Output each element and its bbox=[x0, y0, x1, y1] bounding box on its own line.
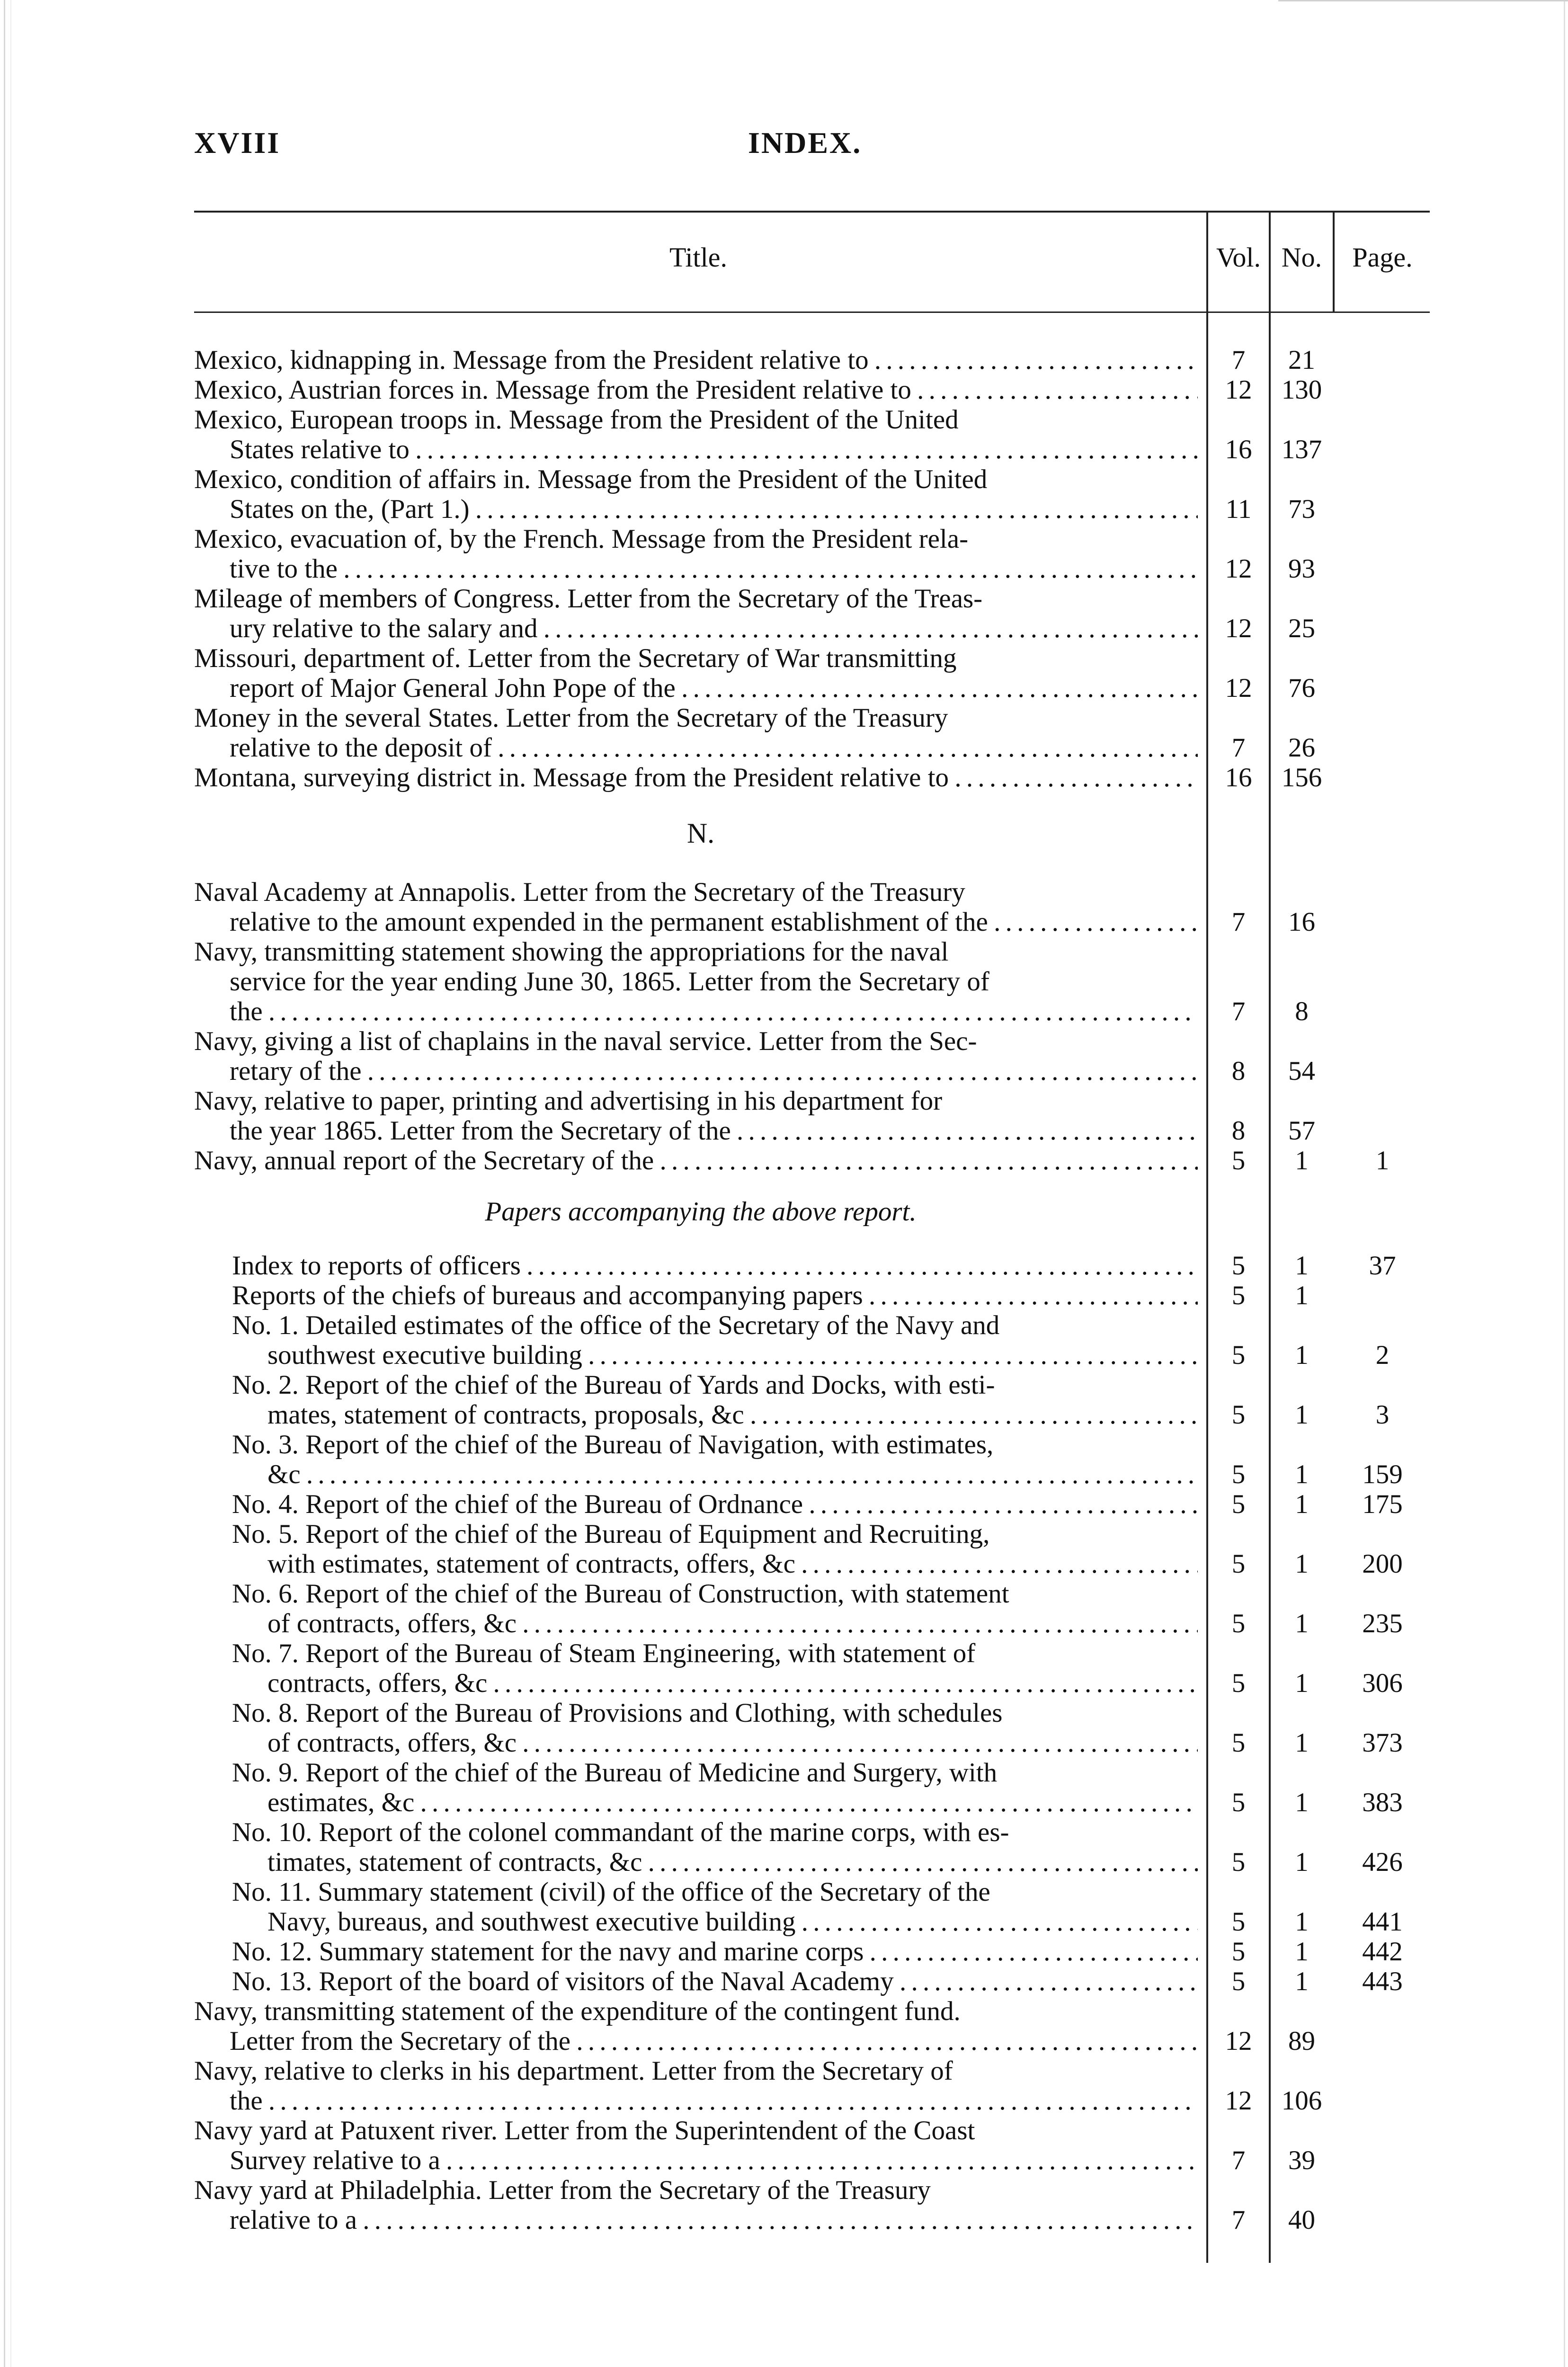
entry-no: 40 bbox=[1288, 2205, 1315, 2235]
entry-line: No. 13. Report of the board of visitors of the Naval Academy . . . bbox=[232, 1967, 1198, 1996]
entry-no: 1 bbox=[1295, 1281, 1309, 1310]
paper-entry bbox=[194, 1638, 1430, 1698]
entry-no: 156 bbox=[1281, 763, 1322, 792]
entry-title bbox=[194, 524, 1198, 584]
entry-line: the . . . bbox=[194, 997, 1198, 1026]
entry-page: 235 bbox=[1362, 1609, 1403, 1638]
entry-line: southwest executive building . . . bbox=[232, 1340, 1198, 1370]
entry-no: 25 bbox=[1288, 614, 1315, 643]
spacer bbox=[194, 338, 1430, 345]
entry-title bbox=[194, 1937, 1198, 1967]
entry-line: ury relative to the salary and . . . bbox=[194, 614, 1198, 643]
entry-line: No. 8. Report of the Bureau of Provisions and Clothing, with schedules bbox=[232, 1698, 1003, 1728]
entry-line: States on the, (Part 1.) . . . bbox=[194, 494, 1198, 524]
entry-line: No. 3. Report of the chief of the Bureau of Navigation, with estimates, bbox=[232, 1430, 994, 1459]
entry-line: Mexico, evacuation of, by the French. Message from the President rela- bbox=[194, 524, 969, 554]
entry-no: 1 bbox=[1295, 1668, 1309, 1698]
entry-vol: 7 bbox=[1231, 733, 1246, 763]
index-entry bbox=[194, 937, 1430, 1026]
entry-title bbox=[194, 1817, 1198, 1877]
entry-line: Navy yard at Philadelphia. Letter from the Secretary of the Treasury bbox=[194, 2175, 931, 2205]
index-entry bbox=[194, 643, 1430, 703]
entry-vol: 7 bbox=[1231, 2205, 1246, 2235]
index-entry bbox=[194, 1086, 1430, 1146]
page-edge-shadow bbox=[1564, 0, 1565, 2367]
entry-title bbox=[194, 2056, 1198, 2116]
entry-page: 306 bbox=[1362, 1668, 1403, 1698]
index-section-m bbox=[194, 345, 1430, 792]
index-entry bbox=[194, 2116, 1430, 2175]
paper-entry bbox=[194, 1281, 1430, 1310]
entry-line: &c . . . bbox=[232, 1459, 1198, 1489]
entry-no: 93 bbox=[1288, 554, 1315, 584]
column-rule-page bbox=[1333, 211, 1335, 312]
column-header-title: Title. bbox=[669, 242, 727, 273]
paper-entry bbox=[194, 1430, 1430, 1489]
index-entry bbox=[194, 464, 1430, 524]
entry-vol: 5 bbox=[1231, 1728, 1246, 1758]
entry-line: No. 11. Summary statement (civil) of the office of the Secretary of the bbox=[232, 1877, 990, 1907]
entry-no: 137 bbox=[1281, 435, 1322, 464]
entry-line: Money in the several States. Letter from the Secretary of the Treasury bbox=[194, 703, 948, 733]
entry-title bbox=[194, 1638, 1198, 1698]
entry-line: report of Major General John Pope of the . . . bbox=[194, 673, 1198, 703]
entry-line: relative to a . . . bbox=[194, 2205, 1198, 2235]
entry-title bbox=[194, 1996, 1198, 2056]
entry-vol: 5 bbox=[1231, 1907, 1246, 1937]
entry-title bbox=[194, 1370, 1198, 1430]
entry-line: Navy, giving a list of chaplains in the naval service. Letter from the Sec- bbox=[194, 1026, 977, 1056]
entry-title bbox=[194, 1758, 1198, 1817]
entry-vol: 5 bbox=[1231, 1400, 1246, 1430]
entry-vol: 16 bbox=[1225, 435, 1252, 464]
paper-entry bbox=[194, 1937, 1430, 1967]
entry-title bbox=[194, 405, 1198, 464]
index-entry bbox=[194, 524, 1430, 584]
entry-title bbox=[194, 703, 1198, 763]
entry-title bbox=[194, 1519, 1198, 1579]
entry-vol: 5 bbox=[1231, 1788, 1246, 1817]
entry-title bbox=[194, 877, 1198, 937]
entry-vol: 12 bbox=[1225, 2026, 1252, 2056]
paper-entry bbox=[194, 1758, 1430, 1817]
entry-title bbox=[194, 1281, 1198, 1310]
index-section-n bbox=[194, 877, 1430, 1175]
index-entry bbox=[194, 877, 1430, 937]
paper-entry bbox=[194, 1519, 1430, 1579]
entry-vol: 5 bbox=[1231, 1281, 1246, 1310]
entry-vol: 5 bbox=[1231, 1967, 1246, 1996]
entry-no: 1 bbox=[1295, 1459, 1309, 1489]
entry-line: retary of the . . . bbox=[194, 1056, 1198, 1086]
entry-no: 16 bbox=[1288, 907, 1315, 937]
entry-vol: 8 bbox=[1231, 1056, 1246, 1086]
entry-page: 200 bbox=[1362, 1549, 1403, 1579]
entry-page: 159 bbox=[1362, 1459, 1403, 1489]
entry-line: Mexico, kidnapping in. Message from the President relative to . . . bbox=[194, 345, 1198, 375]
entry-title bbox=[194, 1430, 1198, 1489]
entry-vol: 5 bbox=[1231, 1937, 1246, 1967]
entry-title bbox=[194, 1310, 1198, 1370]
entry-line: Navy, relative to clerks in his department. Letter from the Secretary of bbox=[194, 2056, 953, 2086]
entry-no: 76 bbox=[1288, 673, 1315, 703]
index-entry bbox=[194, 584, 1430, 643]
entry-line: Reports of the chiefs of bureaus and accompanying papers . . . bbox=[232, 1281, 1198, 1310]
entry-title bbox=[194, 937, 1198, 1026]
entry-no: 57 bbox=[1288, 1116, 1315, 1146]
entry-vol: 8 bbox=[1231, 1116, 1246, 1146]
entry-title bbox=[194, 1086, 1198, 1146]
index-entry bbox=[194, 2175, 1430, 2235]
entry-title bbox=[194, 643, 1198, 703]
entry-page: 2 bbox=[1375, 1340, 1390, 1370]
entry-no: 130 bbox=[1281, 375, 1322, 405]
entry-line: contracts, offers, &c . . . bbox=[232, 1668, 1198, 1698]
entry-line: No. 6. Report of the chief of the Bureau of Construction, with statement bbox=[232, 1579, 1009, 1609]
index-entry bbox=[194, 345, 1430, 375]
page-number: XVIII bbox=[194, 126, 281, 160]
entry-vol: 5 bbox=[1231, 1609, 1246, 1638]
entry-line: Montana, surveying district in. Message from the President relative to . . . bbox=[194, 763, 1198, 792]
entry-line: Letter from the Secretary of the . . . bbox=[194, 2026, 1198, 2056]
entry-line: Mexico, European troops in. Message from the President of the United bbox=[194, 405, 959, 435]
entry-line: No. 7. Report of the Bureau of Steam Engineering, with statement of bbox=[232, 1638, 976, 1668]
entry-title bbox=[194, 2175, 1198, 2235]
index-section-n-continued bbox=[194, 1996, 1430, 2235]
entry-vol: 5 bbox=[1231, 1668, 1246, 1698]
entry-vol: 12 bbox=[1225, 614, 1252, 643]
entry-title bbox=[194, 763, 1198, 792]
index-entry bbox=[194, 1996, 1430, 2056]
paper-entry bbox=[194, 1877, 1430, 1937]
index-entry bbox=[194, 375, 1430, 405]
entry-line: mates, statement of contracts, proposals, &c . . . bbox=[232, 1400, 1198, 1430]
entry-vol: 16 bbox=[1225, 763, 1252, 792]
entry-title bbox=[194, 1146, 1198, 1175]
entry-vol: 5 bbox=[1231, 1340, 1246, 1370]
entry-title bbox=[194, 1026, 1198, 1086]
entry-line: relative to the amount expended in the permanent establishment of the . . . bbox=[194, 907, 1198, 937]
column-header-no: No. bbox=[1281, 242, 1322, 273]
column-header-page: Page. bbox=[1352, 242, 1413, 273]
entry-line: timates, statement of contracts, &c . . . bbox=[232, 1847, 1198, 1877]
entry-line: Navy, transmitting statement showing the appropriations for the naval bbox=[194, 937, 949, 967]
paper-entry bbox=[194, 1310, 1430, 1370]
entry-no: 1 bbox=[1295, 1847, 1309, 1877]
entry-line: Navy, transmitting statement of the expenditure of the contingent fund. bbox=[194, 1996, 961, 2026]
entry-vol: 12 bbox=[1225, 554, 1252, 584]
entry-line: No. 12. Summary statement for the navy and marine corps . . . bbox=[232, 1937, 1198, 1967]
entry-line: No. 4. Report of the chief of the Bureau of Ordnance . . . bbox=[232, 1489, 1198, 1519]
index-entry bbox=[194, 763, 1430, 792]
entry-title bbox=[194, 464, 1198, 524]
entry-no: 1 bbox=[1295, 1967, 1309, 1996]
paper-entry bbox=[194, 1370, 1430, 1430]
entry-vol: 11 bbox=[1225, 494, 1252, 524]
entry-line: of contracts, offers, &c . . . bbox=[232, 1609, 1198, 1638]
page-edge-shadow bbox=[10, 0, 11, 2367]
entry-title bbox=[194, 2116, 1198, 2175]
entry-line: No. 10. Report of the colonel commandant of the marine corps, with es- bbox=[232, 1817, 1009, 1847]
index-entry bbox=[194, 405, 1430, 464]
entry-line: Mexico, Austrian forces in. Message from the President relative to . . . bbox=[194, 375, 1198, 405]
papers-list bbox=[194, 1251, 1430, 1996]
paper-entry bbox=[194, 1817, 1430, 1877]
entry-page: 1 bbox=[1375, 1146, 1390, 1175]
running-head bbox=[194, 125, 1425, 163]
index-entry bbox=[194, 703, 1430, 763]
entry-title bbox=[194, 1698, 1198, 1758]
entry-title bbox=[194, 1489, 1198, 1519]
section-letter-n: N. bbox=[686, 818, 715, 849]
entry-vol: 7 bbox=[1231, 907, 1246, 937]
header-bottom-rule bbox=[194, 311, 1430, 313]
entry-vol: 5 bbox=[1231, 1459, 1246, 1489]
entry-page: 441 bbox=[1362, 1907, 1403, 1937]
index-entry bbox=[194, 1026, 1430, 1086]
entry-vol: 7 bbox=[1231, 997, 1246, 1026]
entry-no: 1 bbox=[1295, 1788, 1309, 1817]
entry-line: Mileage of members of Congress. Letter from the Secretary of the Treas- bbox=[194, 584, 983, 614]
entry-no: 21 bbox=[1288, 345, 1315, 375]
entry-line: tive to the . . . bbox=[194, 554, 1198, 584]
entry-page: 3 bbox=[1375, 1400, 1390, 1430]
entry-line: estimates, &c . . . bbox=[232, 1788, 1198, 1817]
entry-title bbox=[194, 1967, 1198, 1996]
entry-line: No. 2. Report of the chief of the Bureau of Yards and Docks, with esti- bbox=[232, 1370, 995, 1400]
entry-line: No. 5. Report of the chief of the Bureau of Equipment and Recruiting, bbox=[232, 1519, 990, 1549]
entry-line: Survey relative to a . . . bbox=[194, 2145, 1198, 2175]
entry-no: 1 bbox=[1295, 1400, 1309, 1430]
paper-entry bbox=[194, 1698, 1430, 1758]
entry-no: 1 bbox=[1295, 1251, 1309, 1281]
entry-no: 26 bbox=[1288, 733, 1315, 763]
paper-entry bbox=[194, 1967, 1430, 1996]
entry-line: relative to the deposit of . . . bbox=[194, 733, 1198, 763]
entry-line: Naval Academy at Annapolis. Letter from the Secretary of the Treasury bbox=[194, 877, 965, 907]
page-edge-shadow bbox=[1278, 0, 1568, 1]
entry-vol: 5 bbox=[1231, 1489, 1246, 1519]
entry-no: 1 bbox=[1295, 1340, 1309, 1370]
entry-title bbox=[194, 1251, 1198, 1281]
entry-no: 1 bbox=[1295, 1549, 1309, 1579]
entry-no: 1 bbox=[1295, 1146, 1309, 1175]
entry-vol: 7 bbox=[1231, 345, 1246, 375]
entry-vol: 12 bbox=[1225, 2086, 1252, 2116]
paper-entry bbox=[194, 1489, 1430, 1519]
paper-entry bbox=[194, 1579, 1430, 1638]
entry-page: 37 bbox=[1369, 1251, 1396, 1281]
entry-line: Mexico, condition of affairs in. Message from the President of the United bbox=[194, 464, 988, 494]
entry-vol: 5 bbox=[1231, 1549, 1246, 1579]
entry-no: 39 bbox=[1288, 2145, 1315, 2175]
entry-no: 1 bbox=[1295, 1489, 1309, 1519]
entry-title bbox=[194, 1877, 1198, 1937]
entry-page: 373 bbox=[1362, 1728, 1403, 1758]
entry-line: the . . . bbox=[194, 2086, 1198, 2116]
page-title: INDEX. bbox=[748, 126, 862, 160]
entry-no: 1 bbox=[1295, 1937, 1309, 1967]
entry-vol: 5 bbox=[1231, 1847, 1246, 1877]
entry-line: Navy, bureaus, and southwest executive building . . . bbox=[232, 1907, 1198, 1937]
papers-heading: Papers accompanying the above report. bbox=[485, 1197, 917, 1227]
entry-no: 54 bbox=[1288, 1056, 1315, 1086]
page-edge-shadow bbox=[4, 0, 5, 2367]
entry-page: 175 bbox=[1362, 1489, 1403, 1519]
entry-title bbox=[194, 345, 1198, 375]
entry-line: No. 1. Detailed estimates of the office of the Secretary of the Navy and bbox=[232, 1310, 1000, 1340]
entry-line: States relative to . . . bbox=[194, 435, 1198, 464]
entry-page: 442 bbox=[1362, 1937, 1403, 1967]
entry-line: No. 9. Report of the chief of the Bureau of Medicine and Surgery, with bbox=[232, 1758, 998, 1788]
entry-no: 106 bbox=[1281, 2086, 1322, 2116]
entry-no: 1 bbox=[1295, 1609, 1309, 1638]
entry-line: service for the year ending June 30, 1865. Letter from the Secretary of bbox=[230, 967, 989, 997]
entry-line: Missouri, department of. Letter from the Secretary of War transmitting bbox=[194, 643, 957, 673]
entry-line: Navy yard at Patuxent river. Letter from the Superintendent of the Coast bbox=[194, 2116, 975, 2145]
entry-line: Navy, relative to paper, printing and advertising in his department for bbox=[194, 1086, 943, 1116]
entry-line: Index to reports of officers . . . bbox=[232, 1251, 1198, 1281]
entry-page: 426 bbox=[1362, 1847, 1403, 1877]
table-top-rule bbox=[194, 211, 1430, 213]
entry-line: with estimates, statement of contracts, offers, &c . . . bbox=[232, 1549, 1198, 1579]
index-entry bbox=[194, 1146, 1430, 1175]
entry-no: 89 bbox=[1288, 2026, 1315, 2056]
entry-title bbox=[194, 1579, 1198, 1638]
column-header-vol: Vol. bbox=[1216, 242, 1261, 273]
entry-title bbox=[194, 584, 1198, 643]
index-body bbox=[194, 338, 1430, 2235]
entry-vol: 7 bbox=[1231, 2145, 1246, 2175]
entry-no: 73 bbox=[1288, 494, 1315, 524]
entry-page: 443 bbox=[1362, 1967, 1403, 1996]
entry-no: 1 bbox=[1295, 1728, 1309, 1758]
entry-vol: 5 bbox=[1231, 1146, 1246, 1175]
entry-vol: 12 bbox=[1225, 673, 1252, 703]
entry-line: Navy, annual report of the Secretary of the . . . bbox=[194, 1146, 1198, 1175]
paper-entry bbox=[194, 1251, 1430, 1281]
entry-vol: 5 bbox=[1231, 1251, 1246, 1281]
entry-no: 8 bbox=[1295, 997, 1309, 1026]
entry-line: the year 1865. Letter from the Secretary of the . . . bbox=[194, 1116, 1198, 1146]
index-entry bbox=[194, 2056, 1430, 2116]
entry-title bbox=[194, 375, 1198, 405]
entry-no: 1 bbox=[1295, 1907, 1309, 1937]
entry-vol: 12 bbox=[1225, 375, 1252, 405]
entry-page: 383 bbox=[1362, 1788, 1403, 1817]
entry-line: of contracts, offers, &c . . . bbox=[232, 1728, 1198, 1758]
